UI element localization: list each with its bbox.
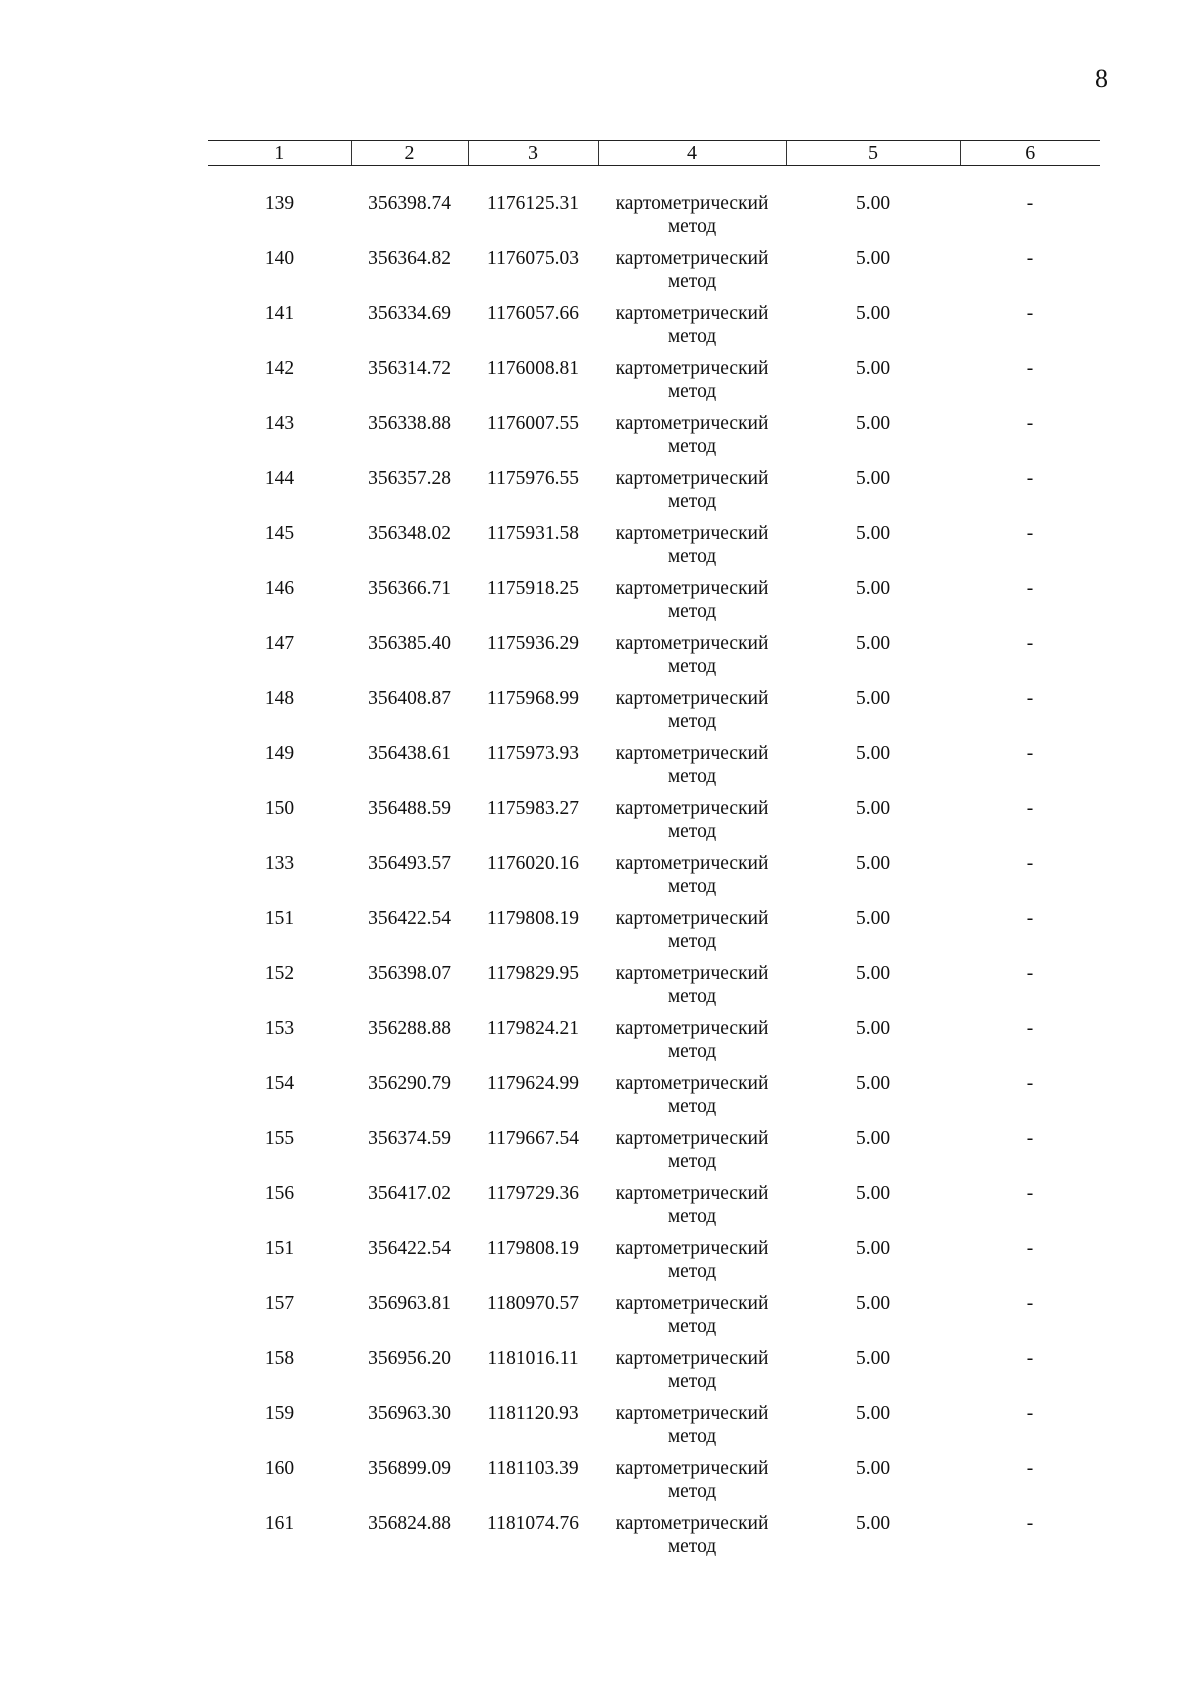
note-value: - bbox=[1026, 413, 1034, 434]
coordinate-y: 1175931.58 bbox=[487, 523, 579, 544]
point-number: 151 bbox=[264, 908, 295, 929]
coordinate-y: 1175918.25 bbox=[487, 578, 579, 599]
header-col-2: 2 bbox=[351, 141, 468, 166]
coordinate-y: 1181103.39 bbox=[487, 1458, 579, 1479]
coordinate-x: 356899.09 bbox=[368, 1458, 451, 1479]
method-line-1: картометрический bbox=[615, 1348, 769, 1369]
coordinate-y: 1175976.55 bbox=[487, 468, 579, 489]
method-line-1: картометрический bbox=[615, 1458, 769, 1479]
method-line-1: картометрический bbox=[615, 1238, 769, 1259]
table-row bbox=[208, 357, 1100, 412]
accuracy-value: 5.00 bbox=[855, 413, 891, 434]
note-value: - bbox=[1026, 1348, 1034, 1369]
method-line-2: метод bbox=[667, 271, 717, 292]
table-row bbox=[208, 1292, 1100, 1347]
coordinate-x: 356422.54 bbox=[368, 1238, 451, 1259]
method-cell bbox=[598, 907, 786, 962]
table-row bbox=[208, 247, 1100, 302]
method-line-2: метод bbox=[667, 1206, 717, 1227]
point-number: 141 bbox=[264, 303, 295, 324]
coordinate-x: 356385.40 bbox=[368, 633, 451, 654]
method-line-1: картометрический bbox=[615, 1293, 769, 1314]
method-cell bbox=[598, 632, 786, 687]
accuracy-value: 5.00 bbox=[855, 743, 891, 764]
table-row bbox=[208, 1512, 1100, 1567]
note-value: - bbox=[1026, 1073, 1034, 1094]
coordinate-y: 1179667.54 bbox=[487, 1128, 579, 1149]
method-line-1: картометрический bbox=[615, 468, 769, 489]
accuracy-value: 5.00 bbox=[855, 1183, 891, 1204]
method-line-1: картометрический bbox=[615, 908, 769, 929]
accuracy-value: 5.00 bbox=[855, 1403, 891, 1424]
method-line-2: метод bbox=[667, 1041, 717, 1062]
method-cell bbox=[598, 797, 786, 852]
method-line-2: метод bbox=[667, 931, 717, 952]
method-cell bbox=[598, 467, 786, 522]
coordinate-y: 1179829.95 bbox=[487, 963, 579, 984]
note-value: - bbox=[1026, 963, 1034, 984]
method-line-1: картометрический bbox=[615, 523, 769, 544]
coordinate-x: 356963.81 bbox=[368, 1293, 451, 1314]
table-row bbox=[208, 1347, 1100, 1402]
method-cell bbox=[598, 1457, 786, 1512]
accuracy-value: 5.00 bbox=[855, 1238, 891, 1259]
table-row bbox=[208, 742, 1100, 797]
table-row bbox=[208, 1072, 1100, 1127]
coordinate-y: 1175973.93 bbox=[487, 743, 579, 764]
accuracy-value: 5.00 bbox=[855, 1073, 891, 1094]
method-line-1: картометрический bbox=[615, 248, 769, 269]
note-value: - bbox=[1026, 1293, 1034, 1314]
method-cell bbox=[598, 1347, 786, 1402]
point-number: 159 bbox=[264, 1403, 295, 1424]
accuracy-value: 5.00 bbox=[855, 798, 891, 819]
method-line-2: метод bbox=[667, 1096, 717, 1117]
point-number: 149 bbox=[264, 743, 295, 764]
table-row bbox=[208, 522, 1100, 577]
point-number: 148 bbox=[264, 688, 295, 709]
point-number: 140 bbox=[264, 248, 295, 269]
coordinate-x: 356364.82 bbox=[368, 248, 451, 269]
table-row bbox=[208, 687, 1100, 742]
note-value: - bbox=[1026, 248, 1034, 269]
note-value: - bbox=[1026, 358, 1034, 379]
coordinate-x: 356488.59 bbox=[368, 798, 451, 819]
coordinate-x: 356357.28 bbox=[368, 468, 451, 489]
method-line-1: картометрический bbox=[615, 578, 769, 599]
table-row bbox=[208, 577, 1100, 632]
method-cell bbox=[598, 192, 786, 247]
method-cell bbox=[598, 522, 786, 577]
table-row bbox=[208, 467, 1100, 522]
header-col-5: 5 bbox=[786, 141, 960, 166]
coordinate-x: 356374.59 bbox=[368, 1128, 451, 1149]
table-row bbox=[208, 852, 1100, 907]
accuracy-value: 5.00 bbox=[855, 1293, 891, 1314]
point-number: 154 bbox=[264, 1073, 295, 1094]
accuracy-value: 5.00 bbox=[855, 1128, 891, 1149]
method-cell bbox=[598, 1512, 786, 1567]
method-line-2: метод bbox=[667, 326, 717, 347]
method-cell bbox=[598, 1072, 786, 1127]
note-value: - bbox=[1026, 468, 1034, 489]
method-line-2: метод bbox=[667, 1481, 717, 1502]
method-line-2: метод bbox=[667, 1316, 717, 1337]
accuracy-value: 5.00 bbox=[855, 633, 891, 654]
header-col-6: 6 bbox=[960, 141, 1100, 166]
coordinate-y: 1181016.11 bbox=[487, 1348, 579, 1369]
table-row bbox=[208, 192, 1100, 247]
coordinate-y: 1179808.19 bbox=[487, 908, 579, 929]
coordinate-x: 356438.61 bbox=[368, 743, 451, 764]
coordinate-x: 356417.02 bbox=[368, 1183, 451, 1204]
table-row bbox=[208, 962, 1100, 1017]
coordinate-y: 1176057.66 bbox=[487, 303, 579, 324]
point-number: 144 bbox=[264, 468, 295, 489]
note-value: - bbox=[1026, 908, 1034, 929]
coordinate-x: 356290.79 bbox=[368, 1073, 451, 1094]
note-value: - bbox=[1026, 1513, 1034, 1534]
table-row bbox=[208, 907, 1100, 962]
point-number: 160 bbox=[264, 1458, 295, 1479]
note-value: - bbox=[1026, 743, 1034, 764]
note-value: - bbox=[1026, 1128, 1034, 1149]
accuracy-value: 5.00 bbox=[855, 303, 891, 324]
method-line-2: метод bbox=[667, 1371, 717, 1392]
point-number: 146 bbox=[264, 578, 295, 599]
method-line-1: картометрический bbox=[615, 1183, 769, 1204]
method-line-2: метод bbox=[667, 766, 717, 787]
method-line-2: метод bbox=[667, 986, 717, 1007]
note-value: - bbox=[1026, 1238, 1034, 1259]
coordinate-y: 1179808.19 bbox=[487, 1238, 579, 1259]
method-cell bbox=[598, 852, 786, 907]
method-line-2: метод bbox=[667, 876, 717, 897]
note-value: - bbox=[1026, 1018, 1034, 1039]
coordinate-x: 356366.71 bbox=[368, 578, 451, 599]
point-number: 133 bbox=[264, 853, 295, 874]
method-line-1: картометрический bbox=[615, 688, 769, 709]
table-row bbox=[208, 412, 1100, 467]
method-line-2: метод bbox=[667, 821, 717, 842]
coordinate-y: 1179824.21 bbox=[487, 1018, 579, 1039]
accuracy-value: 5.00 bbox=[855, 963, 891, 984]
point-number: 153 bbox=[264, 1018, 295, 1039]
coordinate-x: 356338.88 bbox=[368, 413, 451, 434]
point-number: 142 bbox=[264, 358, 295, 379]
method-line-1: картометрический bbox=[615, 798, 769, 819]
coordinate-x: 356824.88 bbox=[368, 1513, 451, 1534]
accuracy-value: 5.00 bbox=[855, 523, 891, 544]
table-row bbox=[208, 797, 1100, 852]
method-cell bbox=[598, 247, 786, 302]
method-cell bbox=[598, 302, 786, 357]
note-value: - bbox=[1026, 1403, 1034, 1424]
method-line-1: картометрический bbox=[615, 853, 769, 874]
method-cell bbox=[598, 412, 786, 467]
point-number: 150 bbox=[264, 798, 295, 819]
method-cell bbox=[598, 742, 786, 797]
method-cell bbox=[598, 1127, 786, 1182]
table-row bbox=[208, 1402, 1100, 1457]
method-cell bbox=[598, 1237, 786, 1292]
method-line-1: картометрический bbox=[615, 1073, 769, 1094]
method-cell bbox=[598, 577, 786, 632]
coordinate-x: 356398.07 bbox=[368, 963, 451, 984]
coordinate-y: 1175968.99 bbox=[487, 688, 579, 709]
point-number: 151 bbox=[264, 1238, 295, 1259]
coordinate-y: 1179729.36 bbox=[487, 1183, 579, 1204]
coordinate-x: 356398.74 bbox=[368, 193, 451, 214]
method-line-1: картометрический bbox=[615, 963, 769, 984]
method-line-2: метод bbox=[667, 1261, 717, 1282]
table-row bbox=[208, 1237, 1100, 1292]
coordinate-y: 1181074.76 bbox=[487, 1513, 579, 1534]
coordinate-x: 356956.20 bbox=[368, 1348, 451, 1369]
method-line-2: метод bbox=[667, 546, 717, 567]
point-number: 145 bbox=[264, 523, 295, 544]
coordinate-x: 356288.88 bbox=[368, 1018, 451, 1039]
header-col-1: 1 bbox=[208, 141, 351, 166]
accuracy-value: 5.00 bbox=[855, 853, 891, 874]
table-header bbox=[208, 140, 1100, 166]
point-number: 155 bbox=[264, 1128, 295, 1149]
coordinate-y: 1176008.81 bbox=[487, 358, 579, 379]
method-line-1: картометрический bbox=[615, 743, 769, 764]
method-line-1: картометрический bbox=[615, 1128, 769, 1149]
accuracy-value: 5.00 bbox=[855, 1018, 891, 1039]
method-line-1: картометрический bbox=[615, 633, 769, 654]
coordinate-x: 356348.02 bbox=[368, 523, 451, 544]
header-row bbox=[208, 141, 1100, 166]
accuracy-value: 5.00 bbox=[855, 468, 891, 489]
method-line-2: метод bbox=[667, 1536, 717, 1557]
coordinate-y: 1175983.27 bbox=[487, 798, 579, 819]
note-value: - bbox=[1026, 193, 1034, 214]
note-value: - bbox=[1026, 688, 1034, 709]
method-line-1: картометрический bbox=[615, 1018, 769, 1039]
note-value: - bbox=[1026, 798, 1034, 819]
coordinate-y: 1181120.93 bbox=[487, 1403, 579, 1424]
method-line-2: метод bbox=[667, 491, 717, 512]
point-number: 158 bbox=[264, 1348, 295, 1369]
method-cell bbox=[598, 1292, 786, 1347]
page-number: 8 bbox=[1095, 64, 1108, 93]
method-line-2: метод bbox=[667, 436, 717, 457]
coordinate-x: 356963.30 bbox=[368, 1403, 451, 1424]
table-row bbox=[208, 1457, 1100, 1512]
coordinate-y: 1179624.99 bbox=[487, 1073, 579, 1094]
method-cell bbox=[598, 1182, 786, 1237]
table-row bbox=[208, 632, 1100, 687]
method-cell bbox=[598, 1017, 786, 1072]
accuracy-value: 5.00 bbox=[855, 578, 891, 599]
table-row bbox=[208, 1127, 1100, 1182]
accuracy-value: 5.00 bbox=[855, 358, 891, 379]
method-cell bbox=[598, 962, 786, 1017]
table-row bbox=[208, 1182, 1100, 1237]
note-value: - bbox=[1026, 303, 1034, 324]
accuracy-value: 5.00 bbox=[855, 688, 891, 709]
note-value: - bbox=[1026, 853, 1034, 874]
header-col-4: 4 bbox=[598, 141, 786, 166]
coordinate-y: 1176007.55 bbox=[487, 413, 579, 434]
method-cell bbox=[598, 357, 786, 412]
coordinate-y: 1176075.03 bbox=[487, 248, 579, 269]
method-line-1: картометрический bbox=[615, 1513, 769, 1534]
accuracy-value: 5.00 bbox=[855, 248, 891, 269]
method-line-2: метод bbox=[667, 601, 717, 622]
note-value: - bbox=[1026, 578, 1034, 599]
method-line-2: метод bbox=[667, 1426, 717, 1447]
point-number: 161 bbox=[264, 1513, 295, 1534]
coordinate-x: 356408.87 bbox=[368, 688, 451, 709]
coordinate-y: 1176020.16 bbox=[487, 853, 579, 874]
note-value: - bbox=[1026, 633, 1034, 654]
method-line-1: картометрический bbox=[615, 413, 769, 434]
coordinate-y: 1180970.57 bbox=[487, 1293, 579, 1314]
accuracy-value: 5.00 bbox=[855, 193, 891, 214]
method-line-2: метод bbox=[667, 656, 717, 677]
table-row bbox=[208, 1017, 1100, 1072]
method-line-2: метод bbox=[667, 711, 717, 732]
method-line-1: картометрический bbox=[615, 193, 769, 214]
method-cell bbox=[598, 687, 786, 742]
accuracy-value: 5.00 bbox=[855, 1513, 891, 1534]
point-number: 157 bbox=[264, 1293, 295, 1314]
coordinate-x: 356334.69 bbox=[368, 303, 451, 324]
method-line-2: метод bbox=[667, 1151, 717, 1172]
note-value: - bbox=[1026, 523, 1034, 544]
coordinate-y: 1176125.31 bbox=[487, 193, 579, 214]
table-row bbox=[208, 302, 1100, 357]
method-line-1: картометрический bbox=[615, 1403, 769, 1424]
point-number: 143 bbox=[264, 413, 295, 434]
header-col-3: 3 bbox=[468, 141, 598, 166]
point-number: 156 bbox=[264, 1183, 295, 1204]
method-cell bbox=[598, 1402, 786, 1457]
coordinate-x: 356422.54 bbox=[368, 908, 451, 929]
coordinate-x: 356314.72 bbox=[368, 358, 451, 379]
accuracy-value: 5.00 bbox=[855, 1348, 891, 1369]
point-number: 147 bbox=[264, 633, 295, 654]
coordinate-y: 1175936.29 bbox=[487, 633, 579, 654]
method-line-1: картометрический bbox=[615, 303, 769, 324]
note-value: - bbox=[1026, 1183, 1034, 1204]
method-line-2: метод bbox=[667, 381, 717, 402]
method-line-1: картометрический bbox=[615, 358, 769, 379]
method-line-2: метод bbox=[667, 216, 717, 237]
coordinate-x: 356493.57 bbox=[368, 853, 451, 874]
accuracy-value: 5.00 bbox=[855, 908, 891, 929]
note-value: - bbox=[1026, 1458, 1034, 1479]
coordinate-table-body bbox=[208, 192, 1100, 1567]
point-number: 139 bbox=[264, 193, 295, 214]
accuracy-value: 5.00 bbox=[855, 1458, 891, 1479]
point-number: 152 bbox=[264, 963, 295, 984]
